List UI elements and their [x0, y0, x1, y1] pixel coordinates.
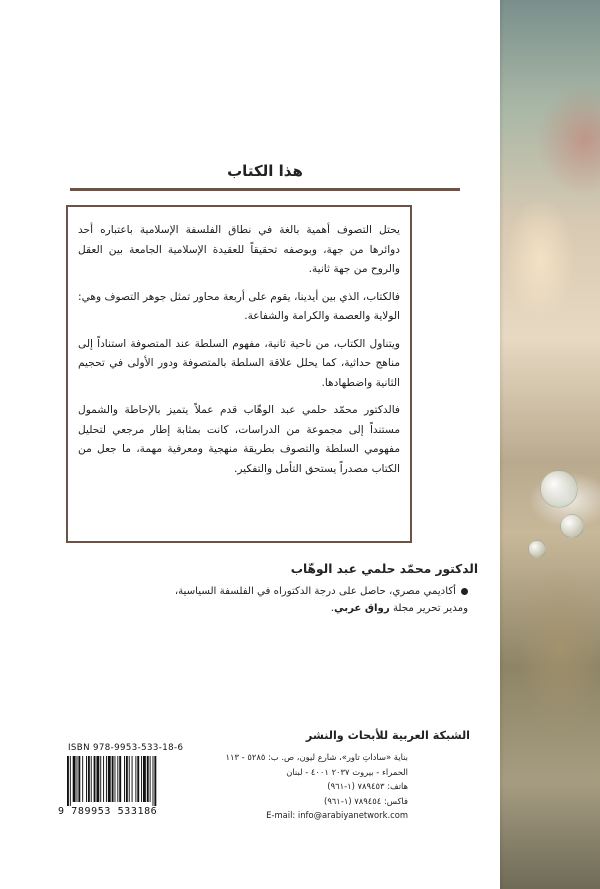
barcode-bar: [103, 756, 104, 802]
barcode-bar: [117, 756, 118, 802]
barcode-bar: [124, 756, 125, 802]
barcode-bar: [70, 756, 71, 806]
description-paragraph: ويتناول الكتاب، من ناحية ثانية، مفهوم السلطة عند المتصوفة استناداً إلى مناهج حداثية، كما يحلل علاقة السلطة بالمتصوفة ودور الأولى في تحجيم الثانية واضطهادها.: [78, 337, 400, 389]
barcode-bar: [100, 756, 101, 802]
description-paragraph: فالكتاب، الذي بين أيدينا، يقوم على أربعة محاور تمثل جوهر التصوف وهي: الولاية والعصمة والكرامة والشفاعة.: [78, 290, 400, 322]
barcode-bar: [147, 756, 149, 802]
barcode-bar: [126, 756, 128, 802]
book-description-box: [66, 205, 412, 543]
barcode-bar: [150, 756, 151, 802]
barcode-bar: [96, 756, 99, 802]
section-heading: هذا الكتاب: [227, 162, 303, 180]
author-bio-prefix: ومدير تحرير مجلة: [389, 603, 468, 614]
isbn-label: ISBN 978-9953-533-18-6: [68, 743, 184, 753]
barcode-bar: [154, 756, 156, 806]
barcode-bar: [94, 756, 96, 802]
description-paragraph: يحتل التصوف أهمية بالغة في نطاق الفلسفة الإسلامية باعتباره أحد دوائرها من جهة، وبوصفه تحقيقاً للعقيدة الإسلامية الجامعة بين العقل والروح من جهة ثانية.: [78, 224, 400, 275]
author-name: الدكتور محمّد حلمي عبد الوهّاب: [290, 562, 478, 576]
author-bio-line: [70, 600, 468, 617]
barcode-graphic: [66, 756, 194, 806]
barcode-bar: [78, 756, 80, 802]
bullet-icon: [461, 588, 468, 595]
barcode-bar: [129, 756, 130, 802]
barcode-bar: [112, 756, 114, 802]
barcode-bar: [88, 756, 90, 802]
barcode-bar: [91, 756, 92, 802]
barcode-bar: [143, 756, 146, 802]
barcode-bar: [135, 756, 136, 802]
publisher-email: E-mail: info@arabiyanetwork.com: [266, 810, 408, 821]
barcode-bar: [67, 756, 69, 806]
publisher-fax: فاكس: ٧٨٩٤٥٤ (١-٩٦١): [324, 795, 408, 806]
author-bio-suffix: .: [330, 603, 334, 614]
publisher-name: الشبكة العربية للأبحاث والنشر: [305, 729, 470, 742]
barcode-bar: [108, 756, 111, 802]
author-bio-text: أكاديمي مصري، حاصل على درجة الدكتوراه في الفلسفة السياسية،: [174, 586, 456, 597]
publisher-phone: هاتف: ٧٨٩٤٥٣ (١-٩٦١): [327, 781, 408, 792]
barcode-bar: [106, 756, 107, 802]
artwork-edge-shadow: [500, 0, 504, 889]
cover-artwork-strip: [500, 0, 600, 889]
barcode-bar: [132, 756, 133, 802]
barcode-bar: [119, 756, 121, 802]
barcode-bar: [73, 756, 76, 802]
publisher-contact: [200, 750, 408, 823]
barcode-bar: [137, 756, 139, 802]
barcode-digits: 9 789953 533186: [58, 806, 158, 817]
publisher-address: بناية «ساداتِ تاور»، شارع ليون، ص. ب: ٥٢٨٥ - ١١٣: [225, 752, 408, 762]
barcode-bar: [141, 756, 142, 802]
barcode-bar: [115, 756, 116, 802]
barcode-bar: [153, 756, 154, 806]
barcode-bar: [82, 756, 83, 802]
description-paragraph: فالدكتور محمّد حلمي عبد الوهّاب قدم عملاً يتميز بالإحاطة والشمول مستنداً إلى مجموعة من الدراسات، كانت بمثابة إطار مرجعي لتحليل مفهومي السلطة والتصوف بطريقة منهجية ومعرفية مهمة، ما جعل من الكتاب مصدراً يستحق التأمل والتفكير.: [78, 404, 400, 475]
author-bio-line: [70, 583, 468, 600]
artwork-bubble: [560, 514, 584, 538]
magazine-name: رواق عربي: [333, 603, 390, 614]
artwork-bubble: [528, 540, 546, 558]
author-bio: [70, 583, 468, 617]
barcode-bar: [77, 756, 78, 802]
publisher-address: الحمراء - بيروت ٢٠٣٧ ٤٠٠١ - لبنان: [286, 766, 408, 777]
artwork-bubble: [540, 470, 578, 508]
barcode-bar: [86, 756, 87, 802]
heading-divider: [70, 188, 460, 191]
